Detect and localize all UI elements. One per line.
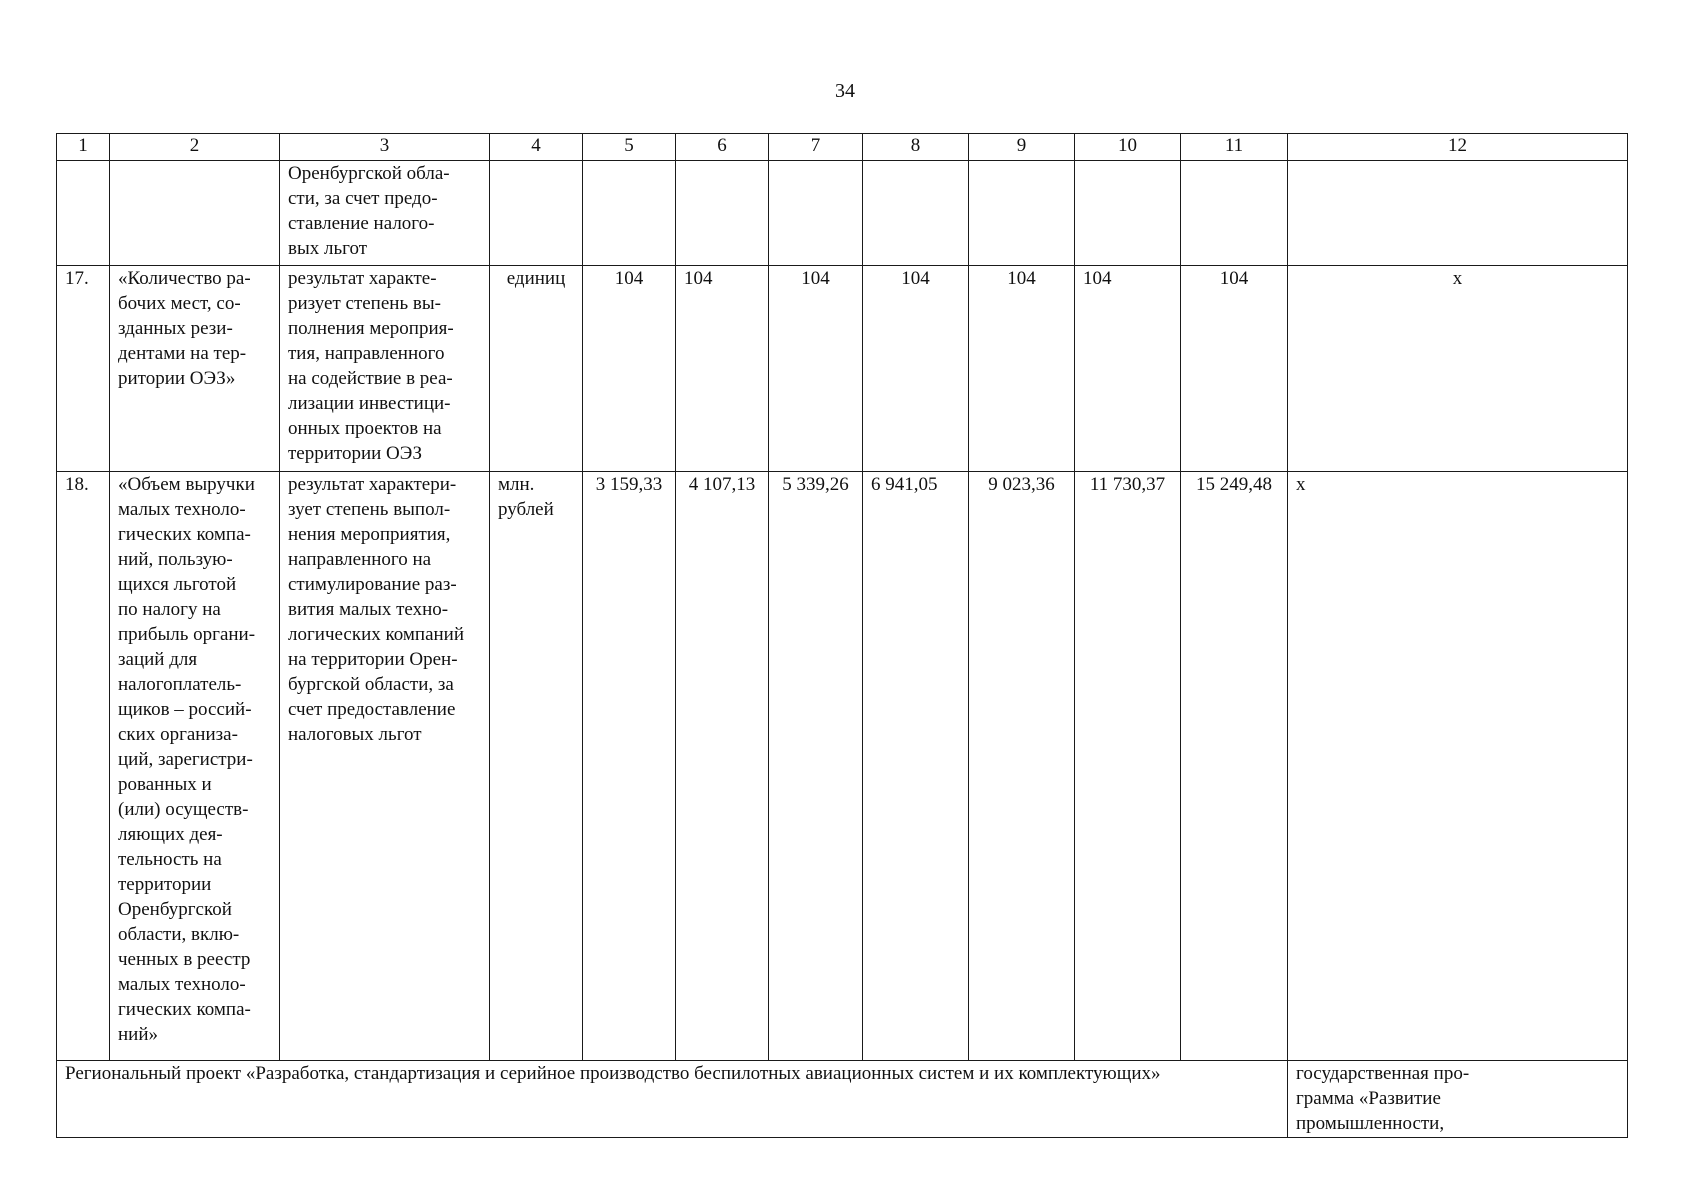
cell-value-6: [676, 161, 769, 266]
header-col-9: 9: [969, 134, 1075, 161]
cell-program: х: [1288, 266, 1628, 472]
cell-program: [1288, 161, 1628, 266]
cell-value-5: 3 159,33: [583, 472, 676, 1061]
header-col-3: 3: [280, 134, 490, 161]
cell-value-11: 104: [1181, 266, 1288, 472]
cell-value-11: [1181, 161, 1288, 266]
cell-indicator-name: «Объем выручки малых техноло- гических компа- ний, пользую- щихся льготой по налогу на прибыль органи- заций для налогоплатель- щиков – россий- ских организа- ций, зарегистри- рованных и (или) осуществ- ляющих дея- тельность на территории Оренбургской области, вклю- ченных в реестр малых техноло- гических компа- ний»: [110, 472, 280, 1061]
cell-program: х: [1288, 472, 1628, 1061]
table-row-18: [57, 472, 1628, 1061]
cell-value-9: 9 023,36: [969, 472, 1075, 1061]
cell-unit: млн. рублей: [490, 472, 583, 1061]
cell-description: Оренбургской обла- сти, за счет предо- ставление налого- вых льгот: [280, 161, 490, 266]
cell-value-9: 104: [969, 266, 1075, 472]
cell-unit: [490, 161, 583, 266]
header-col-11: 11: [1181, 134, 1288, 161]
cell-value-5: 104: [583, 266, 676, 472]
header-col-10: 10: [1075, 134, 1181, 161]
header-col-7: 7: [769, 134, 863, 161]
cell-value-10: [1075, 161, 1181, 266]
page-number: 34: [835, 80, 855, 102]
table-row-regional-project: [57, 1061, 1628, 1138]
cell-value-7: 104: [769, 266, 863, 472]
header-col-2: 2: [110, 134, 280, 161]
state-program-cell: государственная про- грамма «Развитие промышленности,: [1288, 1061, 1628, 1138]
cell-number: [57, 161, 110, 266]
cell-value-6: 4 107,13: [676, 472, 769, 1061]
table-row-continuation: [57, 161, 1628, 266]
cell-value-5: [583, 161, 676, 266]
cell-value-6: 104: [676, 266, 769, 472]
header-col-5: 5: [583, 134, 676, 161]
cell-number: 17.: [57, 266, 110, 472]
header-col-8: 8: [863, 134, 969, 161]
cell-description: результат характери- зует степень выпол- нения мероприятия, направленного на стимулирование раз- вития малых техно- логических компаний на территории Орен- бургской области, за счет предоставление налоговых льгот: [280, 472, 490, 1061]
cell-value-8: 6 941,05: [863, 472, 969, 1061]
cell-unit: единиц: [490, 266, 583, 472]
cell-description: результат характе- ризует степень вы- полнения мероприя- тия, направленного на содействие в реа- лизации инвестици- онных проектов на территории ОЭЗ: [280, 266, 490, 472]
indicators-table: [56, 133, 1628, 1138]
cell-indicator-name: [110, 161, 280, 266]
cell-value-10: 11 730,37: [1075, 472, 1181, 1061]
cell-number: 18.: [57, 472, 110, 1061]
cell-value-9: [969, 161, 1075, 266]
regional-project-title: Региональный проект «Разработка, стандартизация и серийное производство беспилотных авиационных систем и их комплектующих»: [57, 1061, 1288, 1138]
cell-indicator-name: «Количество ра- бочих мест, со- зданных рези- дентами на тер- ритории ОЭЗ»: [110, 266, 280, 472]
header-col-4: 4: [490, 134, 583, 161]
header-col-6: 6: [676, 134, 769, 161]
cell-value-7: [769, 161, 863, 266]
cell-value-8: [863, 161, 969, 266]
cell-value-8: 104: [863, 266, 969, 472]
cell-value-11: 15 249,48: [1181, 472, 1288, 1061]
table-row-17: [57, 266, 1628, 472]
header-col-12: 12: [1288, 134, 1628, 161]
cell-value-7: 5 339,26: [769, 472, 863, 1061]
header-col-1: 1: [57, 134, 110, 161]
header-row: [57, 134, 1628, 161]
cell-value-10: 104: [1075, 266, 1181, 472]
